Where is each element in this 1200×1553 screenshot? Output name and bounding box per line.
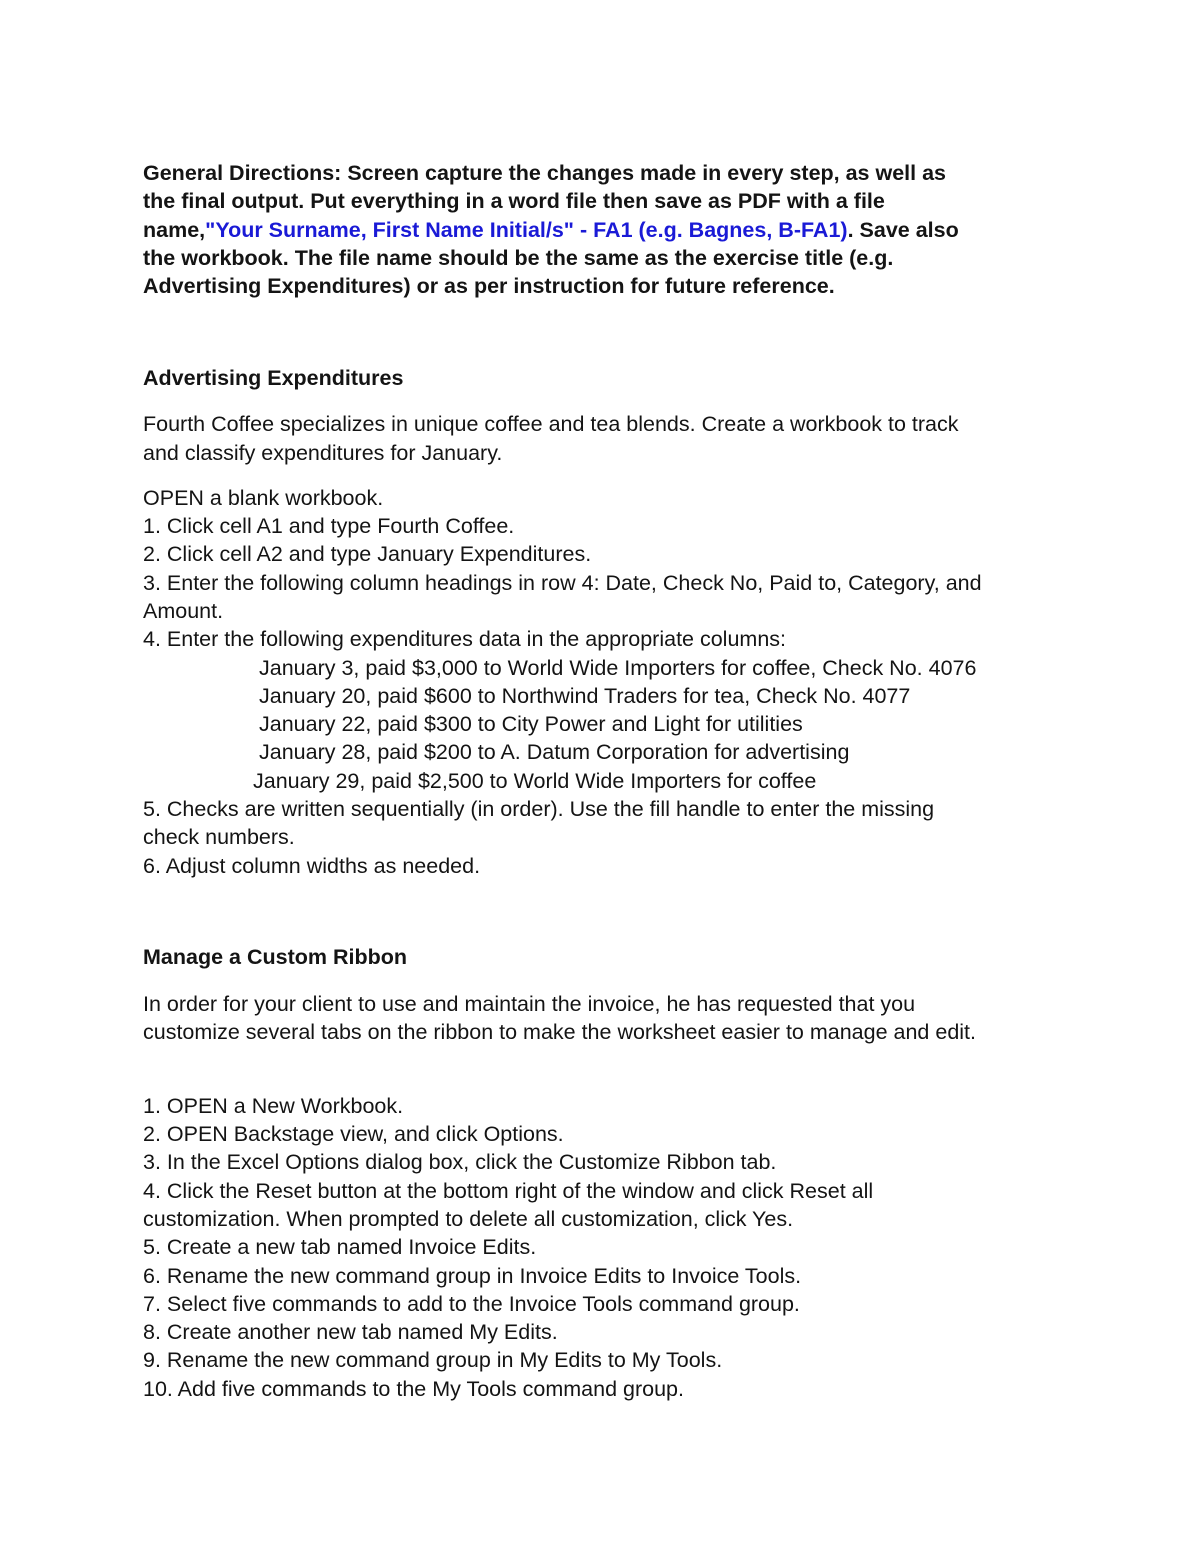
ribbon-step: 5. Create a new tab named Invoice Edits. <box>143 1235 537 1259</box>
advertising-open: OPEN a blank workbook. <box>143 486 384 510</box>
expenditure-entry: January 29, paid $2,500 to World Wide Importers for coffee <box>253 769 817 793</box>
advertising-intro-1: Fourth Coffee specializes in unique coffee and tea blends. Create a workbook to track <box>143 412 959 436</box>
general-directions-line-2: the final output. Put everything in a word file then save as PDF with a file <box>143 189 885 213</box>
expenditure-entry: January 22, paid $300 to City Power and Light for utilities <box>259 712 803 736</box>
advertising-step-1: 1. Click cell A1 and type Fourth Coffee. <box>143 514 515 538</box>
ribbon-step: 10. Add five commands to the My Tools command group. <box>143 1377 684 1401</box>
expenditure-entry: January 28, paid $200 to A. Datum Corporation for advertising <box>259 740 850 764</box>
filename-format-highlight: "Your Surname, First Name Initial/s" - FA1 (e.g. Bagnes, B-FA1) <box>205 218 848 242</box>
ribbon-step: 4. Click the Reset button at the bottom right of the window and click Reset all <box>143 1179 874 1203</box>
ribbon-step: 1. OPEN a New Workbook. <box>143 1094 404 1118</box>
advertising-intro-2: and classify expenditures for January. <box>143 441 503 465</box>
expenditure-entry: January 20, paid $600 to Northwind Traders for tea, Check No. 4077 <box>259 684 911 708</box>
general-directions-line-4: the workbook. The file name should be the same as the exercise title (e.g. <box>143 246 894 270</box>
filename-prefix: name, <box>143 218 206 242</box>
advertising-step-2: 2. Click cell A2 and type January Expenditures. <box>143 542 592 566</box>
filename-suffix: . Save also <box>847 218 959 242</box>
advertising-step-5a: 5. Checks are written sequentially (in order). Use the fill handle to enter the missing <box>143 797 935 821</box>
advertising-step-5b: check numbers. <box>143 825 295 849</box>
ribbon-step: 3. In the Excel Options dialog box, click the Customize Ribbon tab. <box>143 1150 777 1174</box>
expenditure-entry: January 3, paid $3,000 to World Wide Importers for coffee, Check No. 4076 <box>259 656 977 680</box>
ribbon-intro-1: In order for your client to use and maintain the invoice, he has requested that you <box>143 992 916 1016</box>
ribbon-intro-2: customize several tabs on the ribbon to make the worksheet easier to manage and edit. <box>143 1020 976 1044</box>
ribbon-step: 8. Create another new tab named My Edits. <box>143 1320 558 1344</box>
advertising-step-4: 4. Enter the following expenditures data in the appropriate columns: <box>143 627 787 651</box>
ribbon-step: 2. OPEN Backstage view, and click Options. <box>143 1122 564 1146</box>
ribbon-step: customization. When prompted to delete all customization, click Yes. <box>143 1207 794 1231</box>
ribbon-step: 9. Rename the new command group in My Edits to My Tools. <box>143 1348 723 1372</box>
general-directions-line-5: Advertising Expenditures) or as per instruction for future reference. <box>143 274 835 298</box>
advertising-step-3a: 3. Enter the following column headings in row 4: Date, Check No, Paid to, Category, and <box>143 571 982 595</box>
ribbon-title: Manage a Custom Ribbon <box>143 945 407 969</box>
general-directions-line-1: General Directions: Screen capture the changes made in every step, as well as <box>143 161 947 185</box>
advertising-step-6: 6. Adjust column widths as needed. <box>143 854 481 878</box>
ribbon-step: 6. Rename the new command group in Invoice Edits to Invoice Tools. <box>143 1264 802 1288</box>
ribbon-step: 7. Select five commands to add to the Invoice Tools command group. <box>143 1292 800 1316</box>
general-directions-line-3 <box>143 216 959 244</box>
advertising-step-3b: Amount. <box>143 599 224 623</box>
advertising-title: Advertising Expenditures <box>143 366 404 390</box>
